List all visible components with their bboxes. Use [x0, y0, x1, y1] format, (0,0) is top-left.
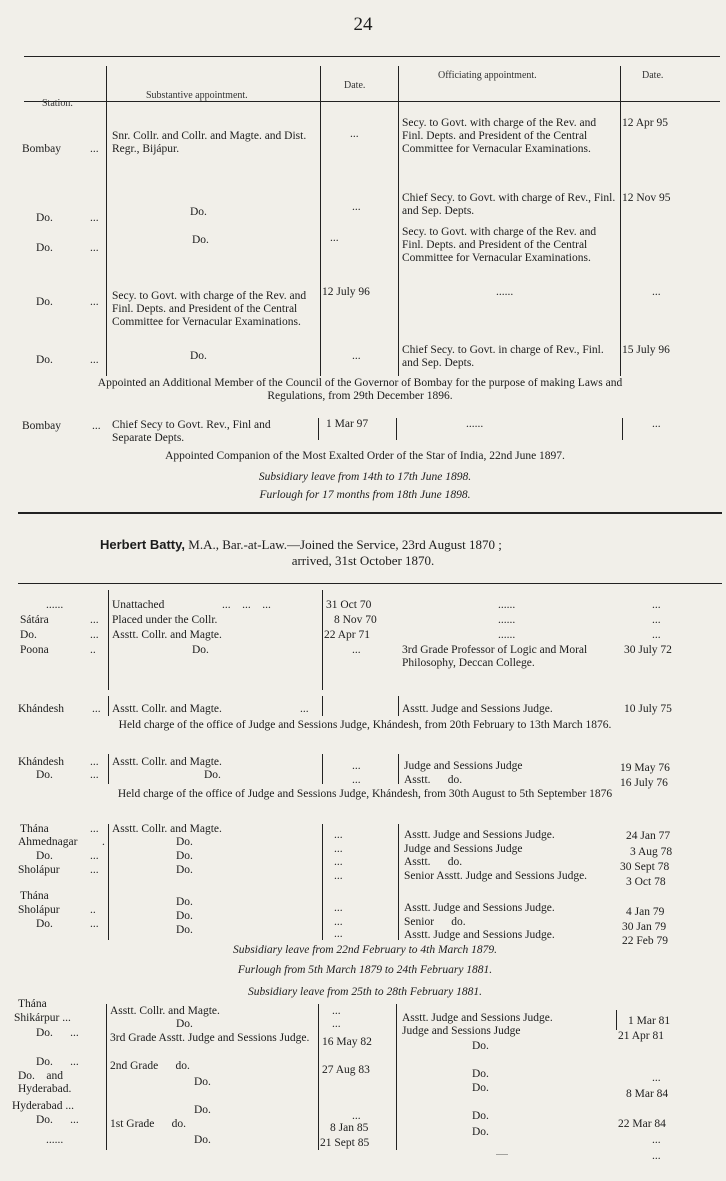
dots-cell: ...	[90, 823, 99, 835]
officiating-date-cell: 12 Nov 95	[622, 192, 671, 204]
station-cell: Bombay	[22, 420, 61, 432]
dots-cell: ...	[90, 629, 99, 641]
header-officiating: Officiating appointment.	[438, 70, 537, 81]
col-sep-4	[620, 66, 621, 376]
officiating-date-cell: 19 May 76	[620, 762, 670, 774]
date-cell: 8 Jan 85	[330, 1122, 369, 1134]
note-furlough-1879: Furlough from 5th March 1879 to 24th February 1881.	[237, 964, 493, 976]
dots-cell: ...	[92, 420, 101, 432]
dots-cell: ..	[90, 904, 96, 916]
officiating-date-cell: 4 Jan 79	[626, 906, 665, 918]
substantive-cell: Do.	[192, 234, 209, 246]
officiating-cell: 3rd Grade Professor of Logic and Moral Philosophy, Deccan College.	[402, 644, 588, 669]
officiating-cell: Asstt. do.	[404, 774, 463, 786]
station-cell: Do.	[36, 918, 53, 930]
date-cell: ...	[330, 232, 339, 244]
officiating-date-cell: 30 July 72	[624, 644, 672, 656]
note-star-of-india: Appointed Companion of the Most Exalted Order of the Star of India, 22nd June 1897.	[165, 450, 565, 462]
substantive-cell: Snr. Collr. and Collr. and Magte. and Dist. Regr., Bijápur.	[112, 130, 307, 155]
officiating-cell: ......	[496, 1148, 508, 1157]
substantive-cell: 2nd Grade do.	[110, 1060, 190, 1072]
note-subsidiary-leave-1881: Subsidiary leave from 25th to 28th February 1881.	[247, 986, 483, 998]
col-sep-short	[108, 696, 109, 716]
date-cell: ...	[334, 916, 343, 928]
substantive-cell: Placed under the Collr.	[112, 614, 218, 626]
date-cell: ...	[352, 350, 361, 362]
substantive-cell: Unattached	[112, 599, 165, 611]
station-cell: Khándesh	[18, 703, 64, 715]
header-bottom-rule	[24, 101, 720, 102]
col-sep-b	[322, 590, 323, 690]
col-sep-c1	[108, 824, 109, 940]
officiating-cell: Do.	[472, 1126, 489, 1138]
dots-cell: ...	[90, 756, 99, 768]
substantive-cell: Asstt. Collr. and Magte.	[112, 629, 222, 641]
officiating-date-cell: 30 Jan 79	[622, 921, 667, 933]
note-subsidiary-leave: Subsidiary leave from 14th to 17th June 1898.	[258, 471, 472, 483]
note-furlough: Furlough for 17 months from 18th June 1898.	[259, 489, 471, 501]
station-cell: Poona	[20, 644, 49, 656]
substantive-cell: Do.	[176, 924, 193, 936]
substantive-cell: Do.	[176, 910, 193, 922]
col-sep-short	[398, 696, 399, 716]
date-cell: ...	[334, 856, 343, 868]
date-cell: ...	[332, 1018, 341, 1030]
date-cell: 27 Aug 83	[322, 1064, 370, 1076]
officiating-cell: Asstt. Judge and Sessions Judge.	[404, 902, 555, 914]
officiating-cell: Chief Secy. to Govt. in charge of Rev., Finl. and Sep. Depts.	[402, 344, 604, 369]
dots-cell: ...	[90, 296, 99, 308]
col-sep-d4	[616, 1010, 617, 1030]
col-sep-d3	[396, 1004, 397, 1150]
date-cell: ...	[352, 760, 361, 772]
col-sep-c2	[322, 824, 323, 940]
date-cell: 8 Nov 70	[334, 614, 377, 626]
officiating-cell: Asstt. do.	[404, 856, 463, 868]
substantive-cell: Do.	[192, 644, 209, 656]
col-sep-short	[322, 754, 323, 784]
officiating-cell: Do.	[472, 1040, 489, 1052]
note-additional-member: Appointed an Additional Member of the Council of the Governor of Bombay for the purpose of making Laws and Regulations, from 29th December 1896.	[97, 377, 623, 402]
date-cell: ...	[352, 774, 361, 786]
substantive-cell: Do.	[176, 1018, 193, 1030]
person-details-line2: arrived, 31st October 1870.	[291, 553, 435, 568]
dots-cell: ...	[90, 242, 99, 254]
officiating-cell: ......	[466, 418, 484, 430]
substantive-cell: Do.	[176, 864, 193, 876]
station-cell: Do.	[20, 629, 37, 641]
substantive-cell: Do.	[204, 769, 221, 781]
col-sep-short	[622, 418, 623, 440]
col-sep-c3	[398, 824, 399, 940]
dots-cell: ...	[92, 703, 101, 715]
date-cell: ...	[334, 843, 343, 855]
station-cell: Do.	[36, 296, 53, 308]
substantive-cell: Asstt. Collr. and Magte.	[112, 823, 222, 835]
station-cell: Do.	[36, 212, 53, 224]
date-cell: 22 Apr 71	[324, 629, 370, 641]
substantive-cell: Do.	[190, 350, 207, 362]
station-cell: Thána	[18, 998, 47, 1010]
officiating-cell: Asstt. Judge and Sessions Judge.	[402, 703, 553, 715]
officiating-cell: Judge and Sessions Judge	[404, 843, 523, 855]
station-cell: Do. and Hyderabad.	[18, 1070, 72, 1095]
station-cell: ......	[46, 1134, 64, 1146]
substantive-cell: Asstt. Collr. and Magte.	[110, 1005, 220, 1017]
station-cell: ......	[46, 599, 64, 611]
substantive-cell: Do.	[176, 850, 193, 862]
header-station: Station.	[42, 98, 73, 109]
station-cell: Do.	[36, 850, 53, 862]
dots-cell: ..	[90, 644, 96, 656]
officiating-cell: Secy. to Govt. with charge of the Rev. and Finl. Depts. and President of the Central Committee for Vernacular Examinations.	[402, 226, 597, 264]
station-cell: Thána	[20, 823, 49, 835]
substantive-cell: Do.	[176, 896, 193, 908]
dots-cell: ... ... ...	[222, 599, 271, 611]
officiating-cell: ......	[498, 614, 516, 626]
note-held-charge-2: Held charge of the office of Judge and Sessions Judge, Khándesh, from 30th August to 5th September 1876	[117, 788, 613, 800]
station-cell: Bombay	[22, 143, 61, 155]
station-cell: Thána	[20, 890, 49, 902]
officiating-date-cell: 24 Jan 77	[626, 830, 671, 842]
dots-cell: ...	[90, 212, 99, 224]
substantive-cell: 3rd Grade Asstt. Judge and Sessions Judge.	[110, 1032, 310, 1044]
officiating-cell: Judge and Sessions Judge	[402, 1025, 521, 1037]
officiating-date-cell: 10 July 75	[624, 703, 672, 715]
note-held-charge-1: Held charge of the office of Judge and Sessions Judge, Khándesh, from 20th February to 13th March 1876.	[118, 719, 612, 731]
officiating-date-cell: 16 July 76	[620, 777, 668, 789]
date-cell: ...	[332, 1005, 341, 1017]
dots-cell: ...	[90, 614, 99, 626]
station-cell: Khándesh	[18, 756, 64, 768]
person-heading	[100, 537, 502, 553]
dots-cell: .	[102, 836, 105, 848]
officiating-date-cell: 12 Apr 95	[622, 117, 668, 129]
col-sep-2	[320, 66, 321, 376]
section-separator	[18, 512, 722, 514]
date-cell: ...	[352, 201, 361, 213]
date-cell: ...	[334, 829, 343, 841]
date-cell: ...	[300, 703, 309, 715]
officiating-date-cell: ...	[652, 1072, 661, 1084]
section2-top-rule	[18, 583, 722, 584]
station-cell: Hyderabad ...	[12, 1100, 74, 1112]
substantive-cell: Asstt. Collr. and Magte.	[112, 756, 222, 768]
col-sep-short	[396, 418, 397, 440]
date-cell: 16 May 82	[322, 1036, 372, 1048]
substantive-cell: Do.	[176, 836, 193, 848]
officiating-date-cell: ...	[652, 418, 661, 430]
substantive-cell: Asstt. Collr. and Magte.	[112, 703, 222, 715]
officiating-cell: ......	[498, 599, 516, 611]
officiating-cell: ......	[498, 629, 516, 641]
officiating-cell: Asstt. Judge and Sessions Judge.	[402, 1012, 553, 1024]
officiating-cell: Judge and Sessions Judge	[404, 760, 523, 772]
date-cell: 12 July 96	[322, 286, 370, 298]
date-cell: ...	[352, 644, 361, 656]
station-cell: Shikárpur ...	[14, 1012, 71, 1024]
page-number: 24	[353, 14, 373, 35]
officiating-cell: Do.	[472, 1110, 489, 1122]
substantive-cell: Do.	[194, 1134, 211, 1146]
date-cell: 1 Mar 97	[326, 418, 369, 430]
col-sep-3	[398, 66, 399, 376]
substantive-cell: 1st Grade do.	[110, 1118, 187, 1130]
station-cell: Do.	[36, 354, 53, 366]
officiating-date-cell: ...	[652, 599, 661, 611]
dots-cell: ...	[90, 864, 99, 876]
col-sep-1	[106, 66, 107, 376]
officiating-cell: Secy. to Govt. with charge of the Rev. and Finl. Depts. and President of the Central Committee for Vernacular Examinations.	[402, 117, 597, 155]
date-cell: 31 Oct 70	[326, 599, 372, 611]
officiating-date-cell: 30 Sept 78	[620, 861, 670, 873]
station-cell: Sátára	[20, 614, 49, 626]
substantive-cell: Do.	[194, 1104, 211, 1116]
date-cell: 21 Sept 85	[320, 1137, 370, 1149]
officiating-date-cell: 1 Mar 81	[628, 1015, 671, 1027]
dots-cell: ...	[90, 850, 99, 862]
substantive-cell: Do.	[194, 1076, 211, 1088]
officiating-cell: ......	[496, 286, 514, 298]
officiating-date-cell: ...	[652, 614, 661, 626]
col-sep-d1	[106, 1004, 107, 1150]
station-cell: Do. ...	[36, 1027, 79, 1039]
officiating-cell: Do.	[472, 1068, 489, 1080]
officiating-cell: Chief Secy. to Govt. with charge of Rev., Finl. and Sep. Depts.	[402, 192, 616, 217]
officiating-date-cell: 22 Feb 79	[622, 935, 668, 947]
dots-cell: ...	[90, 769, 99, 781]
col-sep-short	[318, 418, 319, 440]
station-cell: Do. ...	[36, 1114, 79, 1126]
station-cell: Do. ...	[36, 1056, 79, 1068]
station-cell: Do.	[36, 769, 53, 781]
officiating-date-cell: ...	[652, 1134, 661, 1146]
station-cell: Sholápur	[18, 864, 60, 876]
officiating-date-cell: ...	[652, 1150, 661, 1162]
col-sep-short	[108, 754, 109, 784]
col-sep-a	[108, 590, 109, 690]
person-details: M.A., Bar.-at-Law.—Joined the Service, 23rd August 1870 ;	[188, 537, 502, 552]
dots-cell: ...	[90, 143, 99, 155]
officiating-date-cell: 3 Oct 78	[626, 876, 666, 888]
date-cell: ...	[350, 128, 359, 140]
substantive-cell: Chief Secy to Govt. Rev., Finl and Separate Depts.	[112, 419, 271, 444]
col-sep-short	[398, 754, 399, 784]
substantive-cell: Do.	[190, 206, 207, 218]
officiating-date-cell: ...	[652, 629, 661, 641]
header-date-2: Date.	[642, 70, 664, 81]
dots-cell: ...	[90, 354, 99, 366]
header-substantive: Substantive appointment.	[146, 90, 248, 101]
officiating-cell: Asstt. Judge and Sessions Judge.	[404, 929, 555, 941]
substantive-cell: Secy. to Govt. with charge of the Rev. and Finl. Depts. and President of the Central Committee for Vernacular Examinations.	[112, 290, 307, 328]
date-cell: ...	[334, 902, 343, 914]
officiating-cell: Senior Asstt. Judge and Sessions Judge.	[404, 870, 588, 882]
station-cell: Ahmednagar	[18, 836, 78, 848]
col-sep-short	[322, 696, 323, 716]
officiating-date-cell: 15 July 96	[622, 344, 670, 356]
header-date-1: Date.	[344, 80, 366, 91]
station-cell: Sholápur	[18, 904, 60, 916]
header-top-rule	[24, 56, 720, 57]
person-name: Herbert Batty,	[100, 537, 186, 552]
date-cell: ...	[334, 870, 343, 882]
officiating-cell: Do.	[472, 1082, 489, 1094]
officiating-cell: Senior do.	[404, 916, 466, 928]
officiating-date-cell: 8 Mar 84	[626, 1088, 669, 1100]
officiating-date-cell: ...	[652, 286, 661, 298]
officiating-cell: Asstt. Judge and Sessions Judge.	[404, 829, 555, 841]
dots-cell: ...	[90, 918, 99, 930]
date-cell: ...	[352, 1110, 361, 1122]
officiating-date-cell: 21 Apr 81	[618, 1030, 664, 1042]
officiating-date-cell: 3 Aug 78	[630, 846, 673, 858]
date-cell: ...	[334, 928, 343, 940]
station-cell: Do.	[36, 242, 53, 254]
officiating-date-cell: 22 Mar 84	[618, 1118, 666, 1130]
note-subsidiary-leave-1879: Subsidiary leave from 22nd February to 4th March 1879.	[233, 944, 497, 956]
col-sep-d2	[318, 1004, 319, 1150]
